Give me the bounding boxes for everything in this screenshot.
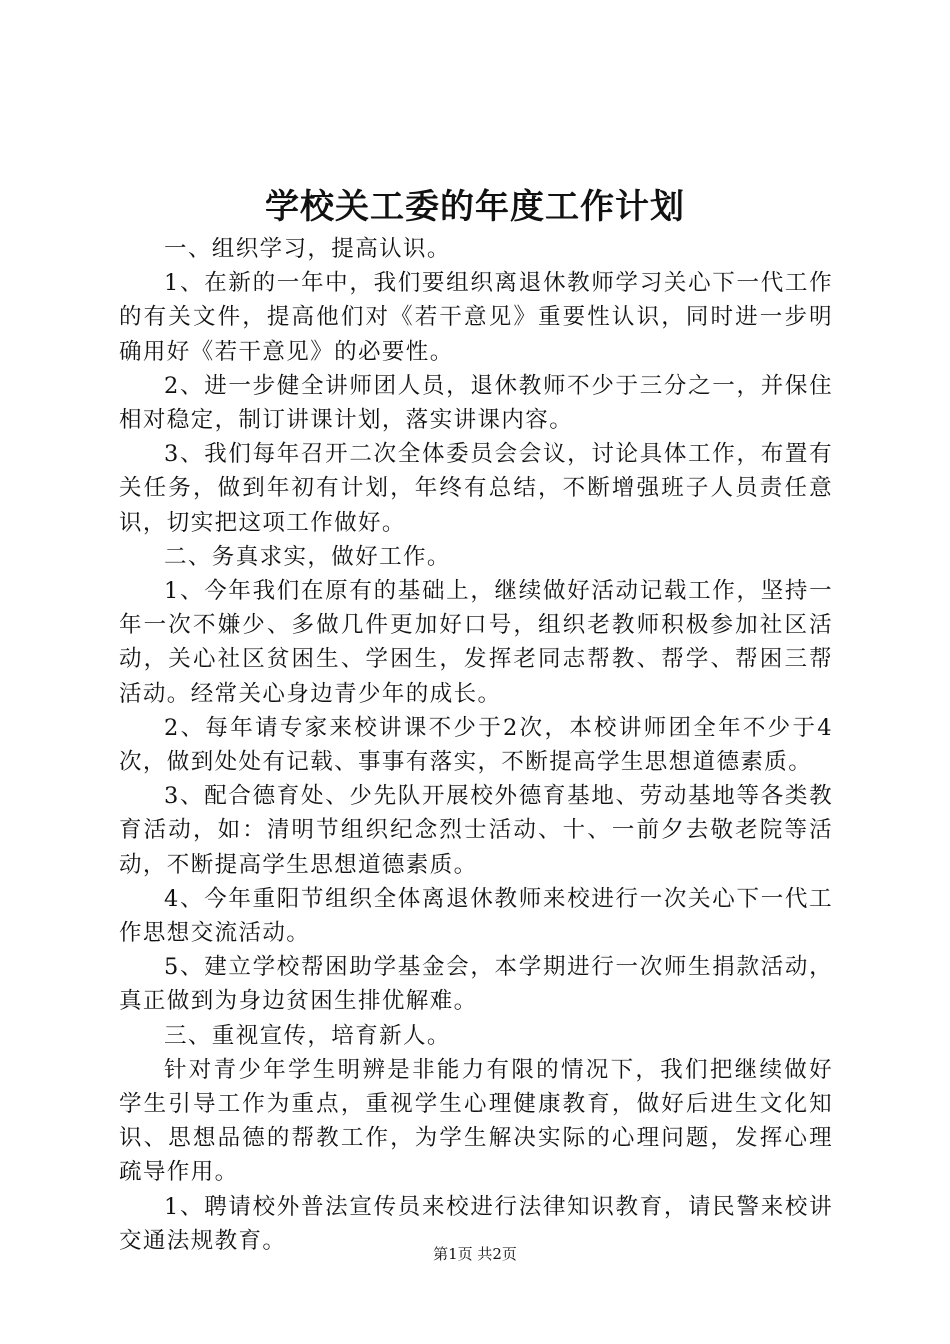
paragraph: 4、今年重阳节组织全体离退休教师来校进行一次关心下一代工作思想交流活动。 [119, 885, 833, 947]
section-heading: 二、务真求实，做好工作。 [164, 543, 451, 570]
paragraph: 1、聘请校外普法宣传员来校进行法律知识教育，请民警来校讲交通法规教育。 [119, 1193, 833, 1254]
section-heading: 三、重视宣传，培育新人。 [164, 1022, 451, 1049]
paragraph: 3、配合德育处、少先队开展校外德育基地、劳动基地等各类教育活动，如：清明节组织纪念烈士活动、十、一前夕去敬老院等活动，不断提高学生思想道德素质。 [119, 783, 833, 878]
page-footer: 第1页 共2页 [433, 1245, 517, 1263]
section-heading: 一、组织学习，提高认识。 [164, 236, 451, 262]
paragraph: 1、今年我们在原有的基础上，继续做好活动记载工作，坚持一年一次不嫌少、多做几件更加好口号，组织老教师积极参加社区活动，关心社区贫困生、学困生，发挥老同志帮教、帮学、帮困三帮活动。经常关心身边青少年的成长。 [119, 578, 833, 707]
document-body [119, 232, 833, 1258]
paragraph: 2、进一步健全讲师团人员，退休教师不少于三分之一，并保住相对稳定，制订讲课计划，落实讲课内容。 [119, 372, 833, 434]
paragraph: 3、我们每年召开二次全体委员会会议，讨论具体工作，布置有关任务，做到年初有计划，年终有总结，不断增强班子人员责任意识，切实把这项工作做好。 [119, 441, 833, 536]
document-title: 学校关工委的年度工作计划 [265, 187, 685, 227]
paragraph: 1、在新的一年中，我们要组织离退休教师学习关心下一代工作的有关文件，提高他们对《若干意见》重要性认识，同时进一步明确用好《若干意见》的必要性。 [119, 270, 833, 365]
paragraph: 针对青少年学生明辨是非能力有限的情况下，我们把继续做好学生引导工作为重点，重视学生心理健康教育，做好后进生文化知识、思想品德的帮教工作，为学生解决实际的心理问题，发挥心理疏导作用。 [119, 1056, 833, 1186]
paragraph: 5、建立学校帮困助学基金会，本学期进行一次师生捐款活动，真正做到为身边贫困生排优解难。 [119, 954, 833, 1015]
paragraph: 2、每年请专家来校讲课不少于2次，本校讲师团全年不少于4次，做到处处有记载、事事有落实，不断提高学生思想道德素质。 [119, 714, 833, 776]
